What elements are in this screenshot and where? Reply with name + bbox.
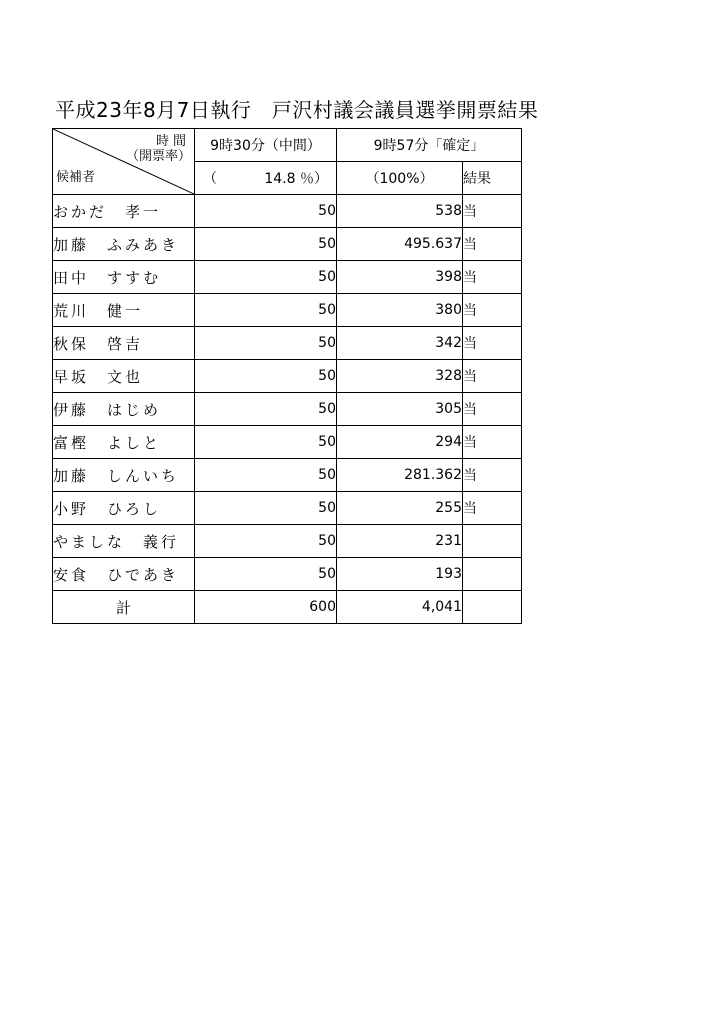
final-count: 495.637 [337,228,463,261]
mid-count: 50 [195,459,337,492]
final-count: 380 [337,294,463,327]
total-mid: 600 [195,591,337,624]
candidate-label: 候補者 [56,170,96,185]
final-count: 281.362 [337,459,463,492]
mid-count: 50 [195,294,337,327]
table-row [53,294,522,327]
candidate-name: おかだ 孝一 [53,195,195,228]
mid-count: 50 [195,228,337,261]
result-mark [463,558,522,591]
mid-count: 50 [195,195,337,228]
final-rate-text: （100%） [365,171,434,187]
result-mark: 当 [463,261,522,294]
mid-count: 50 [195,360,337,393]
final-count: 398 [337,261,463,294]
mid-count: 50 [195,327,337,360]
mid-rate-header [195,162,337,195]
result-mark: 当 [463,393,522,426]
candidate-name: 荒川 健一 [53,294,195,327]
table-row [53,558,522,591]
result-mark: 当 [463,228,522,261]
final-count: 305 [337,393,463,426]
final-count: 255 [337,492,463,525]
final-count: 294 [337,426,463,459]
header-corner-cell [53,129,195,195]
header-row-top [53,129,522,162]
rate-label: （開票率） [125,149,191,164]
table-row [53,492,522,525]
mid-count: 50 [195,558,337,591]
mid-count: 50 [195,426,337,459]
total-label: 計 [53,591,195,624]
mid-count: 50 [195,492,337,525]
final-count: 328 [337,360,463,393]
total-result [463,591,522,624]
table-row [53,228,522,261]
table-row [53,261,522,294]
table-row [53,195,522,228]
mid-time-text: 9時30分（中間） [210,138,321,154]
mid-count: 50 [195,393,337,426]
result-mark: 当 [463,360,522,393]
candidate-name: 早坂 文也 [53,360,195,393]
total-row [53,591,522,624]
table-row [53,393,522,426]
final-count: 538 [337,195,463,228]
result-mark [463,525,522,558]
result-mark: 当 [463,195,522,228]
mid-rate-value: 14.8 ％） [264,171,328,187]
candidate-name: 加藤 しんいち [53,459,195,492]
result-header: 結果 [463,162,522,195]
result-mark: 当 [463,492,522,525]
candidate-name: 伊藤 はじめ [53,393,195,426]
candidate-name: 安食 ひであき [53,558,195,591]
results-table [52,128,522,624]
mid-time-header [195,129,337,162]
result-mark: 当 [463,426,522,459]
table-row [53,327,522,360]
result-mark: 当 [463,294,522,327]
final-time-text: 9時57分「確定」 [373,138,485,154]
candidate-name: 秋保 啓吉 [53,327,195,360]
mid-count: 50 [195,261,337,294]
final-rate-header [337,162,463,195]
table-row [53,426,522,459]
table-row [53,360,522,393]
mid-count: 50 [195,525,337,558]
candidate-name: やましな 義行 [53,525,195,558]
candidate-name: 富樫 よしと [53,426,195,459]
total-final: 4,041 [337,591,463,624]
mid-rate-open: （ [203,171,217,187]
final-count: 231 [337,525,463,558]
time-label: 時間 [155,134,190,149]
final-count: 342 [337,327,463,360]
final-time-header [337,129,522,162]
result-mark: 当 [463,327,522,360]
candidate-name: 小野 ひろし [53,492,195,525]
final-count: 193 [337,558,463,591]
page-title: 平成23年8月7日執行 戸沢村議会議員選挙開票結果 [55,98,539,122]
table-row [53,459,522,492]
result-mark: 当 [463,459,522,492]
candidate-name: 田中 すすむ [53,261,195,294]
candidate-name: 加藤 ふみあき [53,228,195,261]
table-row [53,525,522,558]
